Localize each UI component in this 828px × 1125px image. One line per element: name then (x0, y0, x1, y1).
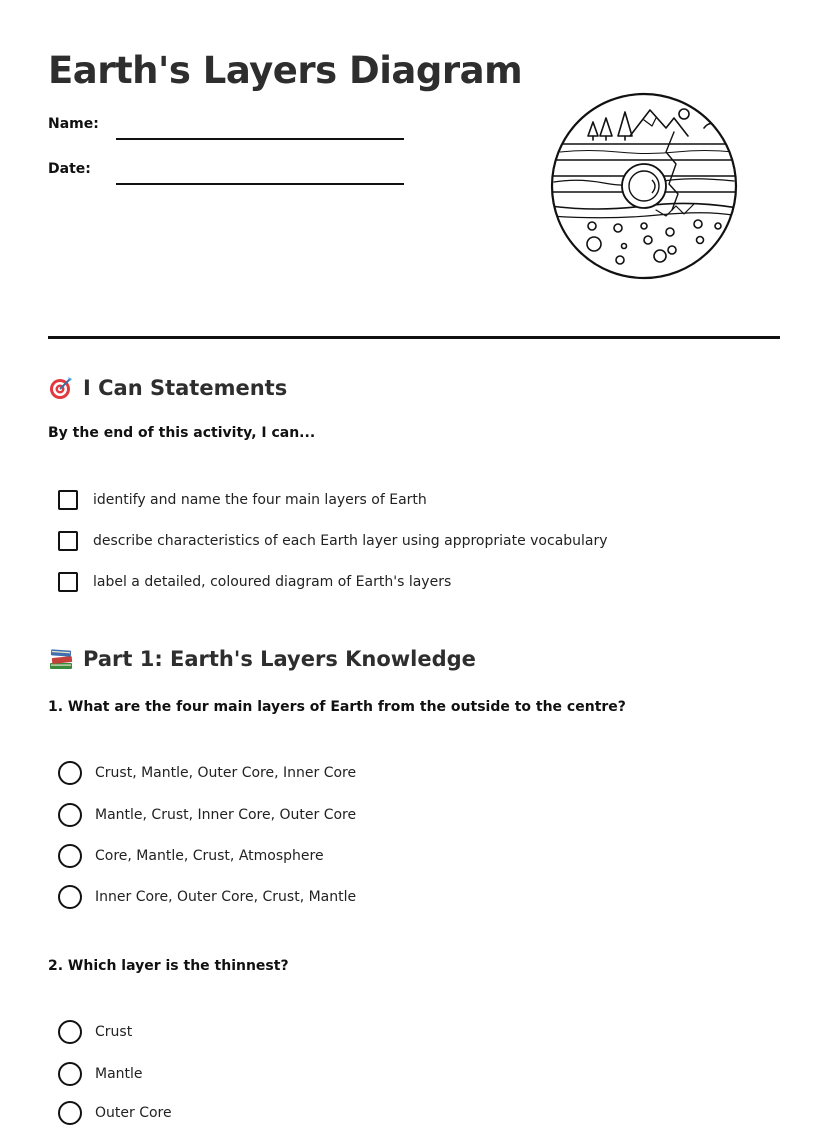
radio-button[interactable] (58, 1101, 82, 1125)
date-line[interactable] (116, 183, 404, 185)
target-dart-icon (48, 375, 74, 401)
question-2-option[interactable] (58, 1062, 143, 1086)
question-1-option[interactable] (58, 885, 356, 909)
question-2-option[interactable] (58, 1020, 132, 1044)
section-divider (48, 336, 780, 339)
radio-button[interactable] (58, 1020, 82, 1044)
ican-heading (48, 374, 287, 402)
option-text: Inner Core, Outer Core, Crust, Mantle (95, 889, 357, 905)
radio-button[interactable] (58, 1062, 82, 1086)
page-title: Earth's Layers Diagram (48, 49, 523, 92)
ican-heading-text: I Can Statements (83, 376, 288, 400)
question-1-option[interactable] (58, 761, 356, 785)
checkbox[interactable] (58, 531, 78, 551)
option-text: Crust (95, 1024, 133, 1040)
checkbox[interactable] (58, 572, 78, 592)
ican-intro: By the end of this activity, I can... (48, 425, 316, 441)
date-label: Date: (48, 161, 91, 177)
question-2-prompt: 2. Which layer is the thinnest? (48, 958, 289, 974)
ican-item[interactable] (58, 570, 451, 594)
name-label: Name: (48, 116, 99, 132)
books-icon (48, 646, 74, 672)
question-1-prompt: 1. What are the four main layers of Earth from the outside to the centre? (48, 699, 626, 715)
question-1-option[interactable] (58, 844, 324, 868)
name-line[interactable] (116, 138, 404, 140)
checkbox[interactable] (58, 490, 78, 510)
radio-button[interactable] (58, 885, 82, 909)
ican-item-text: describe characteristics of each Earth layer using appropriate vocabulary (93, 533, 608, 549)
part1-heading-text: Part 1: Earth's Layers Knowledge (83, 647, 476, 671)
question-2-option[interactable] (58, 1101, 172, 1125)
radio-button[interactable] (58, 761, 82, 785)
option-text: Core, Mantle, Crust, Atmosphere (95, 848, 324, 864)
ican-item-text: identify and name the four main layers of Earth (93, 492, 427, 508)
ican-item[interactable] (58, 488, 427, 512)
radio-button[interactable] (58, 803, 82, 827)
option-text: Mantle (95, 1066, 143, 1082)
question-1-option[interactable] (58, 803, 356, 827)
option-text: Outer Core (95, 1105, 172, 1121)
option-text: Mantle, Crust, Inner Core, Outer Core (95, 807, 357, 823)
earth-layers-illustration-icon (548, 92, 740, 282)
part1-heading (48, 645, 476, 673)
ican-item-text: label a detailed, coloured diagram of Earth's layers (93, 574, 452, 590)
radio-button[interactable] (58, 844, 82, 868)
option-text: Crust, Mantle, Outer Core, Inner Core (95, 765, 357, 781)
ican-item[interactable] (58, 529, 608, 553)
